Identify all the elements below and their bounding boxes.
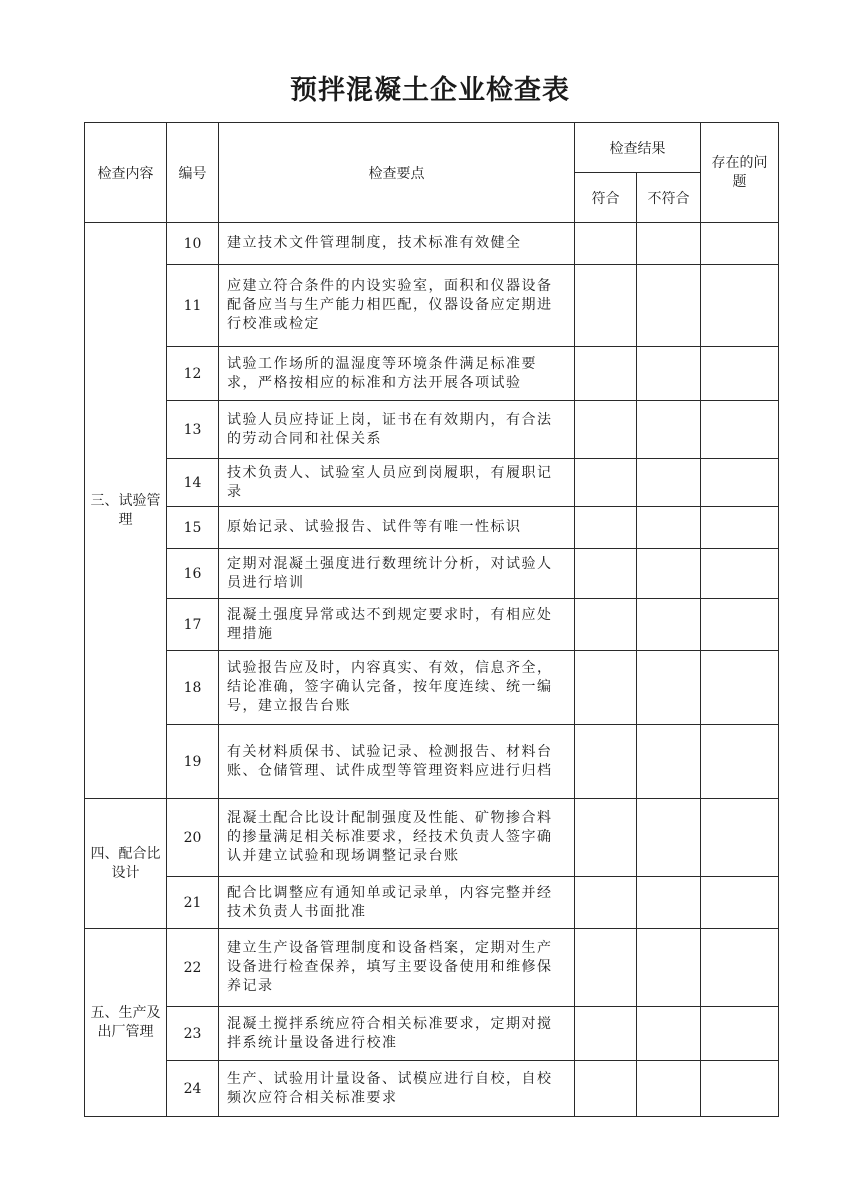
check-point: 混凝土搅拌系统应符合相关标准要求，定期对搅拌系统计量设备进行校准 <box>219 1007 575 1061</box>
nonconform-cell[interactable] <box>637 929 701 1007</box>
category-cell <box>85 929 167 1117</box>
header-issues <box>701 123 779 223</box>
issues-cell[interactable] <box>701 651 779 725</box>
nonconform-cell[interactable] <box>637 265 701 347</box>
row-number: 21 <box>167 877 219 929</box>
row-number: 14 <box>167 459 219 507</box>
conform-cell[interactable] <box>575 929 637 1007</box>
table-row <box>85 599 779 651</box>
issues-cell[interactable] <box>701 1061 779 1117</box>
row-number: 18 <box>167 651 219 725</box>
conform-cell[interactable] <box>575 877 637 929</box>
row-number: 24 <box>167 1061 219 1117</box>
row-number: 11 <box>167 265 219 347</box>
nonconform-cell[interactable] <box>637 223 701 265</box>
issues-cell[interactable] <box>701 1007 779 1061</box>
issues-cell[interactable] <box>701 877 779 929</box>
category-label: 四、配合比设计 <box>90 845 161 881</box>
check-point: 试验人员应持证上岗，证书在有效期内，有合法的劳动合同和社保关系 <box>219 401 575 459</box>
header-number: 编号 <box>167 123 219 223</box>
table-row <box>85 549 779 599</box>
table-row <box>85 1007 779 1061</box>
row-number: 15 <box>167 507 219 549</box>
row-number: 23 <box>167 1007 219 1061</box>
nonconform-cell[interactable] <box>637 599 701 651</box>
category-cell <box>85 799 167 929</box>
issues-cell[interactable] <box>701 401 779 459</box>
conform-cell[interactable] <box>575 1007 637 1061</box>
conform-cell[interactable] <box>575 223 637 265</box>
header-nonconform: 不符合 <box>637 173 701 223</box>
header-points: 检查要点 <box>219 123 575 223</box>
check-point: 有关材料质保书、试验记录、检测报告、材料台账、仓储管理、试件成型等管理资料应进行归档 <box>219 725 575 799</box>
category-label: 三、试验管理 <box>90 492 161 528</box>
nonconform-cell[interactable] <box>637 799 701 877</box>
row-number: 22 <box>167 929 219 1007</box>
table-row <box>85 877 779 929</box>
check-point: 混凝土配合比设计配制强度及性能、矿物掺合料的掺量满足相关标准要求，经技术负责人签字确认并建立试验和现场调整记录台账 <box>219 799 575 877</box>
table-row <box>85 929 779 1007</box>
table-row <box>85 459 779 507</box>
row-number: 16 <box>167 549 219 599</box>
issues-cell[interactable] <box>701 265 779 347</box>
table-row <box>85 507 779 549</box>
row-number: 19 <box>167 725 219 799</box>
nonconform-cell[interactable] <box>637 347 701 401</box>
check-point: 配合比调整应有通知单或记录单，内容完整并经技术负责人书面批准 <box>219 877 575 929</box>
header-issues-label: 存在的问题 <box>711 154 768 190</box>
row-number: 12 <box>167 347 219 401</box>
check-point: 技术负责人、试验室人员应到岗履职，有履职记录 <box>219 459 575 507</box>
table-row <box>85 223 779 265</box>
header-content: 检查内容 <box>85 123 167 223</box>
check-point: 建立生产设备管理制度和设备档案，定期对生产设备进行检查保养，填写主要设备使用和维修保养记录 <box>219 929 575 1007</box>
check-point: 原始记录、试验报告、试件等有唯一性标识 <box>219 507 575 549</box>
row-number: 17 <box>167 599 219 651</box>
check-point: 应建立符合条件的内设实验室，面积和仪器设备配备应当与生产能力相匹配，仪器设备应定期进行校准或检定 <box>219 265 575 347</box>
issues-cell[interactable] <box>701 725 779 799</box>
nonconform-cell[interactable] <box>637 1007 701 1061</box>
category-cell <box>85 223 167 799</box>
check-point: 试验报告应及时，内容真实、有效，信息齐全，结论准确，签字确认完备，按年度连续、统一编号，建立报告台账 <box>219 651 575 725</box>
conform-cell[interactable] <box>575 651 637 725</box>
nonconform-cell[interactable] <box>637 401 701 459</box>
header-conform: 符合 <box>575 173 637 223</box>
issues-cell[interactable] <box>701 549 779 599</box>
issues-cell[interactable] <box>701 799 779 877</box>
table-row <box>85 1061 779 1117</box>
page-title: 预拌混凝土企业检查表 <box>290 75 570 106</box>
conform-cell[interactable] <box>575 725 637 799</box>
row-number: 13 <box>167 401 219 459</box>
inspection-table <box>84 122 779 1117</box>
header-result: 检查结果 <box>575 123 701 173</box>
table-row <box>85 725 779 799</box>
check-point: 定期对混凝土强度进行数理统计分析，对试验人员进行培训 <box>219 549 575 599</box>
conform-cell[interactable] <box>575 1061 637 1117</box>
row-number: 20 <box>167 799 219 877</box>
check-point: 生产、试验用计量设备、试模应进行自校，自校频次应符合相关标准要求 <box>219 1061 575 1117</box>
issues-cell[interactable] <box>701 929 779 1007</box>
nonconform-cell[interactable] <box>637 651 701 725</box>
conform-cell[interactable] <box>575 401 637 459</box>
table-row <box>85 401 779 459</box>
conform-cell[interactable] <box>575 799 637 877</box>
nonconform-cell[interactable] <box>637 1061 701 1117</box>
issues-cell[interactable] <box>701 347 779 401</box>
table-row <box>85 265 779 347</box>
conform-cell[interactable] <box>575 507 637 549</box>
issues-cell[interactable] <box>701 599 779 651</box>
conform-cell[interactable] <box>575 599 637 651</box>
conform-cell[interactable] <box>575 347 637 401</box>
nonconform-cell[interactable] <box>637 507 701 549</box>
check-point: 建立技术文件管理制度，技术标准有效健全 <box>219 223 575 265</box>
conform-cell[interactable] <box>575 549 637 599</box>
nonconform-cell[interactable] <box>637 549 701 599</box>
row-number: 10 <box>167 223 219 265</box>
check-point: 试验工作场所的温湿度等环境条件满足标准要求，严格按相应的标准和方法开展各项试验 <box>219 347 575 401</box>
table-row <box>85 799 779 877</box>
issues-cell[interactable] <box>701 507 779 549</box>
table-row <box>85 347 779 401</box>
conform-cell[interactable] <box>575 459 637 507</box>
nonconform-cell[interactable] <box>637 459 701 507</box>
conform-cell[interactable] <box>575 265 637 347</box>
issues-cell[interactable] <box>701 223 779 265</box>
issues-cell[interactable] <box>701 459 779 507</box>
category-label: 五、生产及出厂管理 <box>90 1004 161 1040</box>
nonconform-cell[interactable] <box>637 877 701 929</box>
table-row <box>85 651 779 725</box>
check-point: 混凝土强度异常或达不到规定要求时，有相应处理措施 <box>219 599 575 651</box>
nonconform-cell[interactable] <box>637 725 701 799</box>
